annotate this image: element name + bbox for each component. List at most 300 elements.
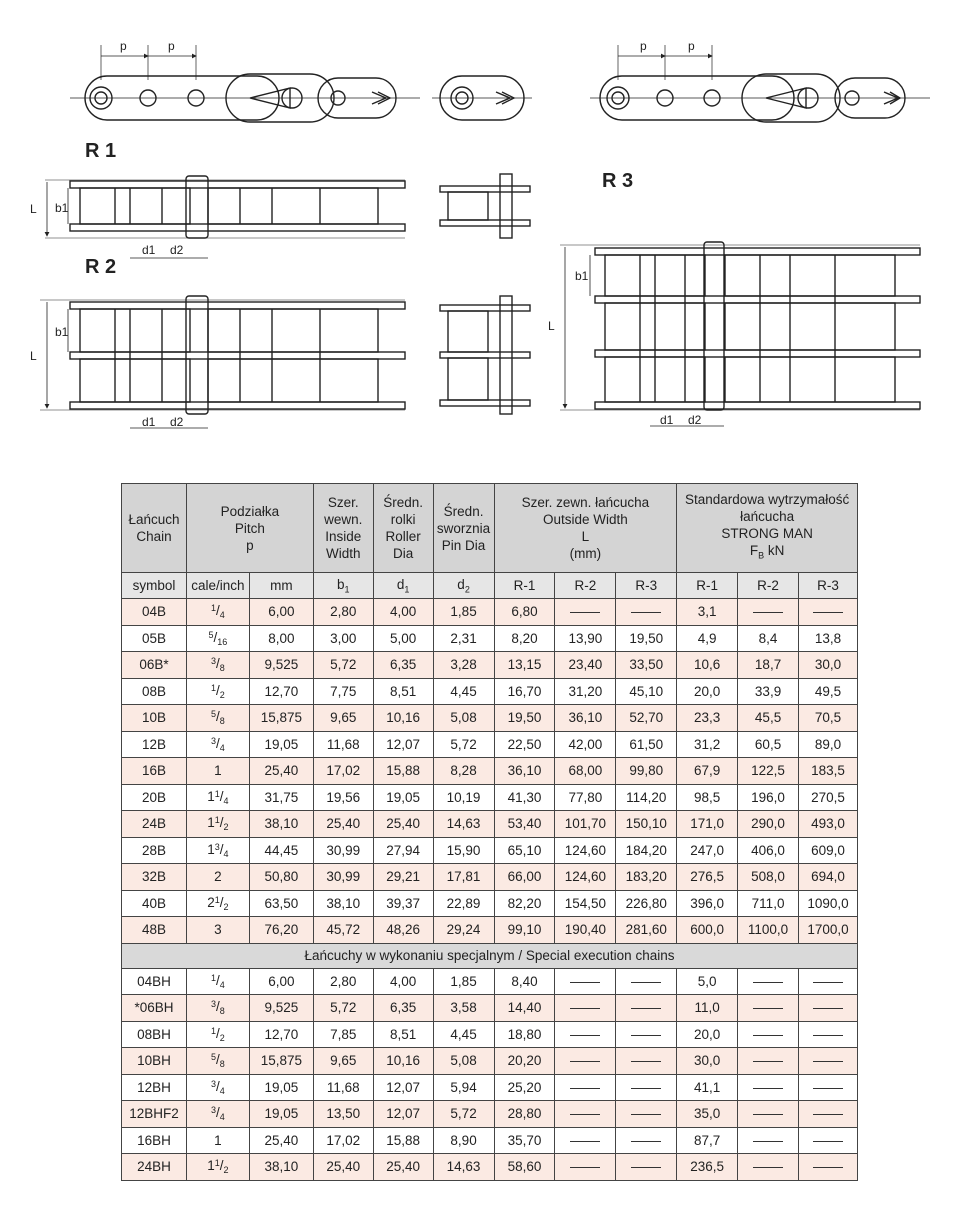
cell-outside-r1: 58,60 xyxy=(494,1154,555,1181)
no-value-dash xyxy=(753,1035,783,1036)
cell-d1: 25,40 xyxy=(373,1154,433,1181)
cell-strength-r3: 183,5 xyxy=(799,758,858,785)
cell-strength-r1: 11,0 xyxy=(677,995,738,1022)
cell-b1: 38,10 xyxy=(313,890,373,917)
cell-outside-r3: 226,80 xyxy=(616,890,677,917)
sub-b1: $b_1$ xyxy=(313,573,373,599)
cell-b1: 2,80 xyxy=(313,968,373,995)
cell-symbol: 12BHF2 xyxy=(122,1101,187,1128)
cell-d1: 8,51 xyxy=(373,1021,433,1048)
cell-d1: 5,00 xyxy=(373,625,433,652)
cell-b1: 19,56 xyxy=(313,784,373,811)
cell-strength-r1: 67,9 xyxy=(677,758,738,785)
cell-d2: 1,85 xyxy=(433,599,494,626)
cell-strength-r1: 31,2 xyxy=(677,731,738,758)
cell-mm: 63,50 xyxy=(249,890,313,917)
cell-strength-r1: 10,6 xyxy=(677,652,738,679)
cell-strength-r3: 609,0 xyxy=(799,837,858,864)
table-row xyxy=(122,758,858,785)
cell-strength-r2: 33,9 xyxy=(738,678,799,705)
cell-strength-r1: 247,0 xyxy=(677,837,738,864)
connecting-link-side-view xyxy=(432,76,532,120)
cell-strength-r1: 396,0 xyxy=(677,890,738,917)
cell-outside-r2: 31,20 xyxy=(555,678,616,705)
width-label: L xyxy=(30,202,37,216)
no-value-dash xyxy=(631,1035,661,1036)
header-row xyxy=(122,484,858,573)
no-value-dash xyxy=(570,1141,600,1142)
col-strength-header: Standardowa wytrzymałość łańcucha STRONG MAN $F_B$ kN xyxy=(677,484,858,573)
cell-d2: 5,72 xyxy=(433,1101,494,1128)
cell-d2: 5,72 xyxy=(433,731,494,758)
cell-d2: 3,28 xyxy=(433,652,494,679)
cell-strength-r1: 30,0 xyxy=(677,1048,738,1075)
cell-strength-r2 xyxy=(738,599,799,626)
cell-strength-r3 xyxy=(799,1101,858,1128)
cell-b1: 7,85 xyxy=(313,1021,373,1048)
cell-outside-r3 xyxy=(616,1074,677,1101)
cell-strength-r1: 3,1 xyxy=(677,599,738,626)
table-row xyxy=(122,917,858,944)
sub-r1: R-1 xyxy=(494,573,555,599)
cell-symbol: 28B xyxy=(122,837,187,864)
sub-inch: cale/inch xyxy=(186,573,249,599)
cell-d1: 6,35 xyxy=(373,995,433,1022)
cell-symbol: 06B* xyxy=(122,652,187,679)
cell-strength-r3: 89,0 xyxy=(799,731,858,758)
cell-outside-r2 xyxy=(555,995,616,1022)
cell-outside-r3 xyxy=(616,1048,677,1075)
no-value-dash xyxy=(570,1035,600,1036)
table-row xyxy=(122,625,858,652)
cell-inch: $1^1/_2$ xyxy=(186,1154,249,1181)
cell-b1: 25,40 xyxy=(313,811,373,838)
table-row xyxy=(122,1101,858,1128)
cell-outside-r1: 22,50 xyxy=(494,731,555,758)
cell-d1: 4,00 xyxy=(373,968,433,995)
cell-strength-r2: 122,5 xyxy=(738,758,799,785)
cell-mm: 19,05 xyxy=(249,731,313,758)
cell-inch: $^3/_4$ xyxy=(186,1101,249,1128)
cell-d1: 4,00 xyxy=(373,599,433,626)
no-value-dash xyxy=(813,612,843,613)
cell-d1: 12,07 xyxy=(373,731,433,758)
no-value-dash xyxy=(753,1114,783,1115)
no-value-dash xyxy=(813,1114,843,1115)
cell-mm: 12,70 xyxy=(249,678,313,705)
chain-drawings xyxy=(0,0,964,470)
no-value-dash xyxy=(570,1114,600,1115)
cell-b1: 3,00 xyxy=(313,625,373,652)
cell-symbol: 10BH xyxy=(122,1048,187,1075)
no-value-dash xyxy=(570,1167,600,1168)
no-value-dash xyxy=(570,1088,600,1089)
no-value-dash xyxy=(570,612,600,613)
table-row xyxy=(122,1048,858,1075)
table-row xyxy=(122,1127,858,1154)
cell-inch: $^5/_8$ xyxy=(186,1048,249,1075)
cell-mm: 19,05 xyxy=(249,1074,313,1101)
cell-strength-r2 xyxy=(738,1021,799,1048)
cell-b1: 11,68 xyxy=(313,1074,373,1101)
cell-symbol: 08B xyxy=(122,678,187,705)
cell-strength-r2: 18,7 xyxy=(738,652,799,679)
pitch-label: p xyxy=(640,39,647,53)
table-row xyxy=(122,968,858,995)
no-value-dash xyxy=(753,612,783,613)
cell-strength-r3: 694,0 xyxy=(799,864,858,891)
cell-inch: $^1/_2$ xyxy=(186,1021,249,1048)
cell-outside-r1: 13,15 xyxy=(494,652,555,679)
cell-strength-r3 xyxy=(799,1021,858,1048)
cell-d1: 19,05 xyxy=(373,784,433,811)
cell-inch: 1 xyxy=(186,758,249,785)
d1-label: d1 xyxy=(142,415,156,429)
cell-d1: 6,35 xyxy=(373,652,433,679)
cell-outside-r3: 184,20 xyxy=(616,837,677,864)
sub-r3: R-3 xyxy=(616,573,677,599)
cell-d2: 22,89 xyxy=(433,890,494,917)
cell-strength-r1: 20,0 xyxy=(677,1021,738,1048)
cell-d1: 15,88 xyxy=(373,758,433,785)
r1-top-view xyxy=(45,176,405,238)
cell-outside-r2: 42,00 xyxy=(555,731,616,758)
cell-symbol: 24B xyxy=(122,811,187,838)
cell-outside-r1: 99,10 xyxy=(494,917,555,944)
cell-outside-r2 xyxy=(555,1101,616,1128)
cell-b1: 9,65 xyxy=(313,705,373,732)
sub-symbol: symbol xyxy=(122,573,187,599)
cell-d1: 10,16 xyxy=(373,1048,433,1075)
d2-label: d2 xyxy=(688,413,702,427)
cell-strength-r3: 493,0 xyxy=(799,811,858,838)
table-row xyxy=(122,995,858,1022)
no-value-dash xyxy=(813,1141,843,1142)
cell-outside-r2: 101,70 xyxy=(555,811,616,838)
table-row xyxy=(122,784,858,811)
width-label: L xyxy=(30,349,37,363)
cell-strength-r1: 236,5 xyxy=(677,1154,738,1181)
cell-outside-r2: 190,40 xyxy=(555,917,616,944)
width-label: L xyxy=(548,319,555,333)
cell-outside-r3 xyxy=(616,1127,677,1154)
cell-mm: 76,20 xyxy=(249,917,313,944)
b1-label: b1 xyxy=(55,201,69,215)
cell-mm: 9,525 xyxy=(249,995,313,1022)
sub-mm: mm xyxy=(249,573,313,599)
cell-b1: 45,72 xyxy=(313,917,373,944)
cell-outside-r1: 35,70 xyxy=(494,1127,555,1154)
cell-outside-r3: 183,20 xyxy=(616,864,677,891)
cell-outside-r1: 6,80 xyxy=(494,599,555,626)
cell-outside-r3: 61,50 xyxy=(616,731,677,758)
col-inside-width-header: Szer. wewn. Inside Width xyxy=(313,484,373,573)
cell-strength-r1: 4,9 xyxy=(677,625,738,652)
no-value-dash xyxy=(570,1008,600,1009)
cell-d2: 5,08 xyxy=(433,1048,494,1075)
cell-outside-r3 xyxy=(616,1154,677,1181)
cell-outside-r2: 124,60 xyxy=(555,837,616,864)
cell-outside-r2 xyxy=(555,1048,616,1075)
no-value-dash xyxy=(753,1061,783,1062)
cell-symbol: 16B xyxy=(122,758,187,785)
cell-strength-r2 xyxy=(738,1074,799,1101)
cell-d2: 10,19 xyxy=(433,784,494,811)
cell-outside-r1: 66,00 xyxy=(494,864,555,891)
cell-d1: 15,88 xyxy=(373,1127,433,1154)
no-value-dash xyxy=(813,1061,843,1062)
cell-mm: 31,75 xyxy=(249,784,313,811)
sub-d2: $d_2$ xyxy=(433,573,494,599)
cell-d2: 3,58 xyxy=(433,995,494,1022)
cell-b1: 5,72 xyxy=(313,995,373,1022)
cell-mm: 8,00 xyxy=(249,625,313,652)
cell-inch: $^1/_4$ xyxy=(186,968,249,995)
cell-outside-r3 xyxy=(616,968,677,995)
col-roller-dia-header: Średn. rolki Roller Dia xyxy=(373,484,433,573)
cell-strength-r2 xyxy=(738,1127,799,1154)
cell-d2: 5,94 xyxy=(433,1074,494,1101)
cell-strength-r3 xyxy=(799,1127,858,1154)
cell-inch: $^1/_2$ xyxy=(186,678,249,705)
cell-outside-r3: 114,20 xyxy=(616,784,677,811)
sub-r1: R-1 xyxy=(677,573,738,599)
cell-d1: 39,37 xyxy=(373,890,433,917)
cell-outside-r2 xyxy=(555,1021,616,1048)
cell-outside-r2: 68,00 xyxy=(555,758,616,785)
table-row xyxy=(122,864,858,891)
cell-strength-r1: 23,3 xyxy=(677,705,738,732)
cell-outside-r1: 18,80 xyxy=(494,1021,555,1048)
pitch-label: p xyxy=(120,39,127,53)
col-pin-dia-header: Średn. sworznia Pin Dia xyxy=(433,484,494,573)
cell-outside-r2 xyxy=(555,599,616,626)
cell-strength-r1: 600,0 xyxy=(677,917,738,944)
no-value-dash xyxy=(753,1088,783,1089)
cell-strength-r3: 49,5 xyxy=(799,678,858,705)
no-value-dash xyxy=(631,1061,661,1062)
sub-r2: R-2 xyxy=(738,573,799,599)
cell-symbol: 48B xyxy=(122,917,187,944)
no-value-dash xyxy=(631,1167,661,1168)
cell-strength-r3: 270,5 xyxy=(799,784,858,811)
cell-b1: 11,68 xyxy=(313,731,373,758)
cell-strength-r3: 30,0 xyxy=(799,652,858,679)
d1-label: d1 xyxy=(660,413,674,427)
cell-inch: $^1/_4$ xyxy=(186,599,249,626)
cell-d1: 25,40 xyxy=(373,811,433,838)
cell-d2: 14,63 xyxy=(433,811,494,838)
cell-symbol: 40B xyxy=(122,890,187,917)
cell-d1: 12,07 xyxy=(373,1074,433,1101)
cell-outside-r2: 124,60 xyxy=(555,864,616,891)
table-row xyxy=(122,1154,858,1181)
cell-d1: 8,51 xyxy=(373,678,433,705)
cell-symbol: 04B xyxy=(122,599,187,626)
no-value-dash xyxy=(753,1008,783,1009)
cell-strength-r3: 1090,0 xyxy=(799,890,858,917)
cell-b1: 17,02 xyxy=(313,758,373,785)
cell-strength-r2: 508,0 xyxy=(738,864,799,891)
cell-b1: 2,80 xyxy=(313,599,373,626)
no-value-dash xyxy=(753,1141,783,1142)
table-row xyxy=(122,599,858,626)
cell-outside-r2: 13,90 xyxy=(555,625,616,652)
cell-strength-r2: 406,0 xyxy=(738,837,799,864)
cell-d2: 8,28 xyxy=(433,758,494,785)
table-row xyxy=(122,1074,858,1101)
cell-outside-r3: 33,50 xyxy=(616,652,677,679)
cell-symbol: 10B xyxy=(122,705,187,732)
cell-mm: 12,70 xyxy=(249,1021,313,1048)
pitch-label: p xyxy=(168,39,175,53)
cell-strength-r3 xyxy=(799,968,858,995)
cell-strength-r1: 98,5 xyxy=(677,784,738,811)
cell-strength-r3: 13,8 xyxy=(799,625,858,652)
cell-d1: 48,26 xyxy=(373,917,433,944)
sub-d1: $d_1$ xyxy=(373,573,433,599)
cell-outside-r3: 52,70 xyxy=(616,705,677,732)
r2-label: R 2 xyxy=(85,256,117,278)
cell-d2: 4,45 xyxy=(433,678,494,705)
cell-outside-r1: 65,10 xyxy=(494,837,555,864)
table-row xyxy=(122,678,858,705)
cell-strength-r2: 711,0 xyxy=(738,890,799,917)
cell-outside-r2: 36,10 xyxy=(555,705,616,732)
no-value-dash xyxy=(813,1167,843,1168)
col-outside-width-header: Szer. zewn. łańcucha Outside Width L (mm) xyxy=(494,484,677,573)
table-row xyxy=(122,811,858,838)
no-value-dash xyxy=(631,982,661,983)
cell-outside-r2: 23,40 xyxy=(555,652,616,679)
special-section-row xyxy=(122,943,858,968)
no-value-dash xyxy=(813,982,843,983)
no-value-dash xyxy=(813,1035,843,1036)
cell-outside-r3: 281,60 xyxy=(616,917,677,944)
r1-label: R 1 xyxy=(85,140,117,162)
sub-r2: R-2 xyxy=(555,573,616,599)
b1-label: b1 xyxy=(55,325,69,339)
cell-outside-r1: 25,20 xyxy=(494,1074,555,1101)
no-value-dash xyxy=(631,1141,661,1142)
cell-strength-r3 xyxy=(799,1048,858,1075)
cell-d2: 2,31 xyxy=(433,625,494,652)
cell-mm: 44,45 xyxy=(249,837,313,864)
no-value-dash xyxy=(570,1061,600,1062)
cell-inch: 2 xyxy=(186,864,249,891)
cell-strength-r1: 87,7 xyxy=(677,1127,738,1154)
cell-b1: 5,72 xyxy=(313,652,373,679)
cell-outside-r3 xyxy=(616,599,677,626)
cell-outside-r1: 8,20 xyxy=(494,625,555,652)
cell-symbol: 05B xyxy=(122,625,187,652)
cell-strength-r3 xyxy=(799,1074,858,1101)
cell-outside-r1: 53,40 xyxy=(494,811,555,838)
cell-inch: $^5/_{16}$ xyxy=(186,625,249,652)
cell-b1: 13,50 xyxy=(313,1101,373,1128)
cell-strength-r2: 8,4 xyxy=(738,625,799,652)
cell-mm: 50,80 xyxy=(249,864,313,891)
cell-inch: $^5/_8$ xyxy=(186,705,249,732)
cell-d2: 4,45 xyxy=(433,1021,494,1048)
cell-strength-r2: 290,0 xyxy=(738,811,799,838)
cell-outside-r1: 41,30 xyxy=(494,784,555,811)
col-pitch-header: Podziałka Pitch p xyxy=(186,484,313,573)
r3-link-side-view xyxy=(590,45,930,122)
table-row xyxy=(122,1021,858,1048)
cell-mm: 25,40 xyxy=(249,1127,313,1154)
cell-d2: 14,63 xyxy=(433,1154,494,1181)
cell-outside-r2 xyxy=(555,968,616,995)
cell-outside-r2: 154,50 xyxy=(555,890,616,917)
cell-symbol: 04BH xyxy=(122,968,187,995)
cell-inch: $2^1/_2$ xyxy=(186,890,249,917)
cell-outside-r1: 16,70 xyxy=(494,678,555,705)
cell-outside-r2 xyxy=(555,1154,616,1181)
cell-d1: 27,94 xyxy=(373,837,433,864)
connecting-link-top-view-simplex xyxy=(440,174,530,238)
table-row xyxy=(122,890,858,917)
no-value-dash xyxy=(813,1088,843,1089)
cell-d2: 1,85 xyxy=(433,968,494,995)
cell-mm: 15,875 xyxy=(249,705,313,732)
cell-d1: 10,16 xyxy=(373,705,433,732)
cell-outside-r1: 82,20 xyxy=(494,890,555,917)
no-value-dash xyxy=(631,612,661,613)
cell-mm: 15,875 xyxy=(249,1048,313,1075)
cell-strength-r1: 35,0 xyxy=(677,1101,738,1128)
cell-strength-r2: 60,5 xyxy=(738,731,799,758)
cell-b1: 17,02 xyxy=(313,1127,373,1154)
r2-top-view xyxy=(40,296,405,414)
cell-d2: 17,81 xyxy=(433,864,494,891)
no-value-dash xyxy=(631,1114,661,1115)
cell-outside-r1: 14,40 xyxy=(494,995,555,1022)
cell-inch: $^3/_4$ xyxy=(186,731,249,758)
cell-strength-r3: 1700,0 xyxy=(799,917,858,944)
cell-inch: 1 xyxy=(186,1127,249,1154)
cell-d2: 5,08 xyxy=(433,705,494,732)
cell-strength-r1: 41,1 xyxy=(677,1074,738,1101)
cell-inch: $^3/_4$ xyxy=(186,1074,249,1101)
cell-b1: 30,99 xyxy=(313,837,373,864)
cell-b1: 25,40 xyxy=(313,1154,373,1181)
cell-outside-r3: 45,10 xyxy=(616,678,677,705)
cell-outside-r2 xyxy=(555,1074,616,1101)
table-row xyxy=(122,837,858,864)
table-row xyxy=(122,652,858,679)
cell-strength-r2 xyxy=(738,1101,799,1128)
cell-strength-r1: 276,5 xyxy=(677,864,738,891)
no-value-dash xyxy=(813,1008,843,1009)
no-value-dash xyxy=(631,1088,661,1089)
cell-outside-r3: 150,10 xyxy=(616,811,677,838)
d1-label: d1 xyxy=(142,243,156,257)
d2-label: d2 xyxy=(170,243,184,257)
cell-mm: 6,00 xyxy=(249,599,313,626)
b1-label: b1 xyxy=(575,269,589,283)
cell-b1: 9,65 xyxy=(313,1048,373,1075)
cell-strength-r2: 196,0 xyxy=(738,784,799,811)
cell-outside-r3: 99,80 xyxy=(616,758,677,785)
cell-outside-r3 xyxy=(616,1021,677,1048)
cell-mm: 6,00 xyxy=(249,968,313,995)
r3-top-view xyxy=(560,242,920,410)
r3-label: R 3 xyxy=(602,170,634,192)
cell-symbol: 08BH xyxy=(122,1021,187,1048)
cell-strength-r1: 5,0 xyxy=(677,968,738,995)
cell-strength-r2: 45,5 xyxy=(738,705,799,732)
